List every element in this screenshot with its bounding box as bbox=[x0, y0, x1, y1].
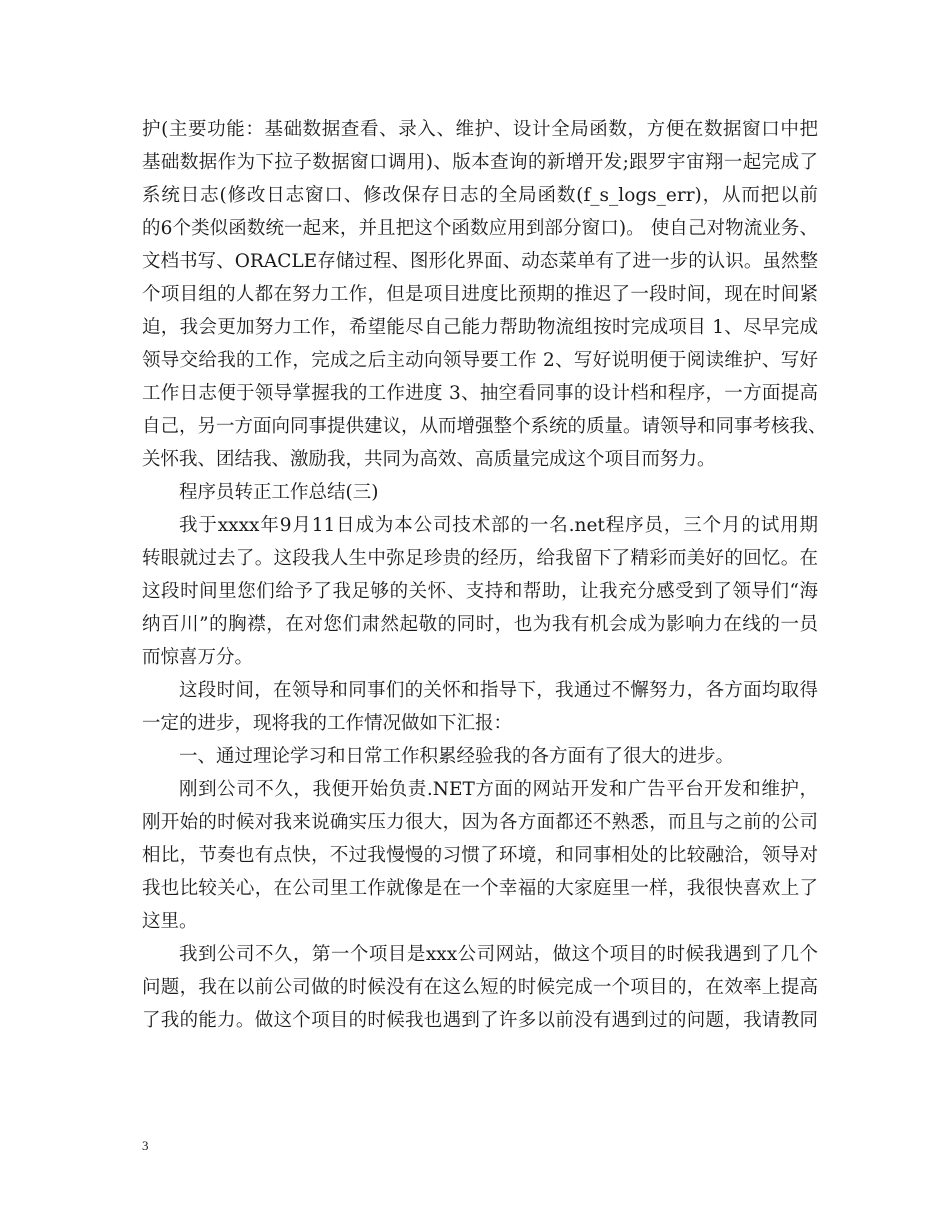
text-line: 这里。 bbox=[142, 911, 198, 932]
document-body bbox=[142, 113, 827, 1037]
text-line: 我到公司不久，第一个项目是xxx公司网站，做这个项目的时候我遇到了几个 bbox=[179, 944, 818, 965]
text-line: 护(主要功能：基础数据查看、录入、维护、设计全局函数，方便在数据窗口中把 bbox=[142, 119, 818, 140]
text-line: 了我的能力。做这个项目的时候我也遇到了许多以前没有遇到过的问题，我请教同 bbox=[142, 1010, 818, 1031]
text-line: 问题，我在以前公司做的时候没有在这么短的时候完成一个项目的，在效率上提高 bbox=[142, 977, 818, 998]
text-line: 个项目组的人都在努力工作，但是项目进度比预期的推迟了一段时间，现在时间紧 bbox=[142, 284, 818, 305]
text-line: 程序员转正工作总结(三) bbox=[179, 482, 379, 503]
text-line: 一定的进步，现将我的工作情况做如下汇报： bbox=[142, 713, 513, 734]
text-line: 文档书写、ORACLE存储过程、图形化界面、动态菜单有了进一步的认识。虽然整 bbox=[142, 251, 818, 272]
text-line: 转眼就过去了。这段我人生中弥足珍贵的经历，给我留下了精彩而美好的回忆。在 bbox=[142, 548, 818, 569]
text-line: 而惊喜万分。 bbox=[142, 647, 254, 668]
text-line: 的6个类似函数统一起来，并且把这个函数应用到部分窗口)。 使自己对物流业务、 bbox=[142, 218, 818, 239]
text-line: 我于xxxx年9月11日成为本公司技术部的一名.net程序员，三个月的试用期 bbox=[179, 515, 818, 536]
text-line: 系统日志(修改日志窗口、修改保存日志的全局函数(f_s_logs_err)，从而把以前 bbox=[142, 185, 818, 206]
text-line: 纳百川”的胸襟，在对您们肃然起敬的同时，也为我有机会成为影响力在线的一员 bbox=[142, 614, 818, 635]
text-line: 关怀我、团结我、激励我，共同为高效、高质量完成这个项目而努力。 bbox=[142, 449, 716, 470]
page-number: 3 bbox=[142, 1138, 149, 1153]
text-line: 迫，我会更加努力工作，希望能尽自己能力帮助物流组按时完成项目 1、尽早完成 bbox=[142, 317, 818, 338]
text-line: 一、通过理论学习和日常工作积累经验我的各方面有了很大的进步。 bbox=[179, 746, 735, 767]
text-line: 这段时间，在领导和同事们的关怀和指导下，我通过不懈努力，各方面均取得 bbox=[179, 680, 818, 701]
text-line: 刚到公司不久，我便开始负责.NET方面的网站开发和广告平台开发和维护， bbox=[179, 779, 818, 800]
text-line: 领导交给我的工作，完成之后主动向领导要工作 2、写好说明便于阅读维护、写好 bbox=[142, 350, 818, 371]
text-line: 基础数据作为下拉子数据窗口调用)、版本查询的新增开发;跟罗宇宙翔一起完成了 bbox=[142, 152, 818, 173]
text-line: 相比，节奏也有点快，不过我慢慢的习惯了环境，和同事相处的比较融洽，领导对 bbox=[142, 845, 818, 866]
text-line: 刚开始的时候对我来说确实压力很大，因为各方面都还不熟悉，而且与之前的公司 bbox=[142, 812, 818, 833]
text-line: 工作日志便于领导掌握我的工作进度 3、抽空看同事的设计档和程序，一方面提高 bbox=[142, 383, 818, 404]
text-line: 自己，另一方面向同事提供建议，从而增强整个系统的质量。请领导和同事考核我、 bbox=[142, 416, 827, 437]
text-line: 这段时间里您们给予了我足够的关怀、支持和帮助，让我充分感受到了领导们“海 bbox=[142, 581, 818, 602]
text-line: 我也比较关心，在公司里工作就像是在一个幸福的大家庭里一样，我很快喜欢上了 bbox=[142, 878, 818, 899]
